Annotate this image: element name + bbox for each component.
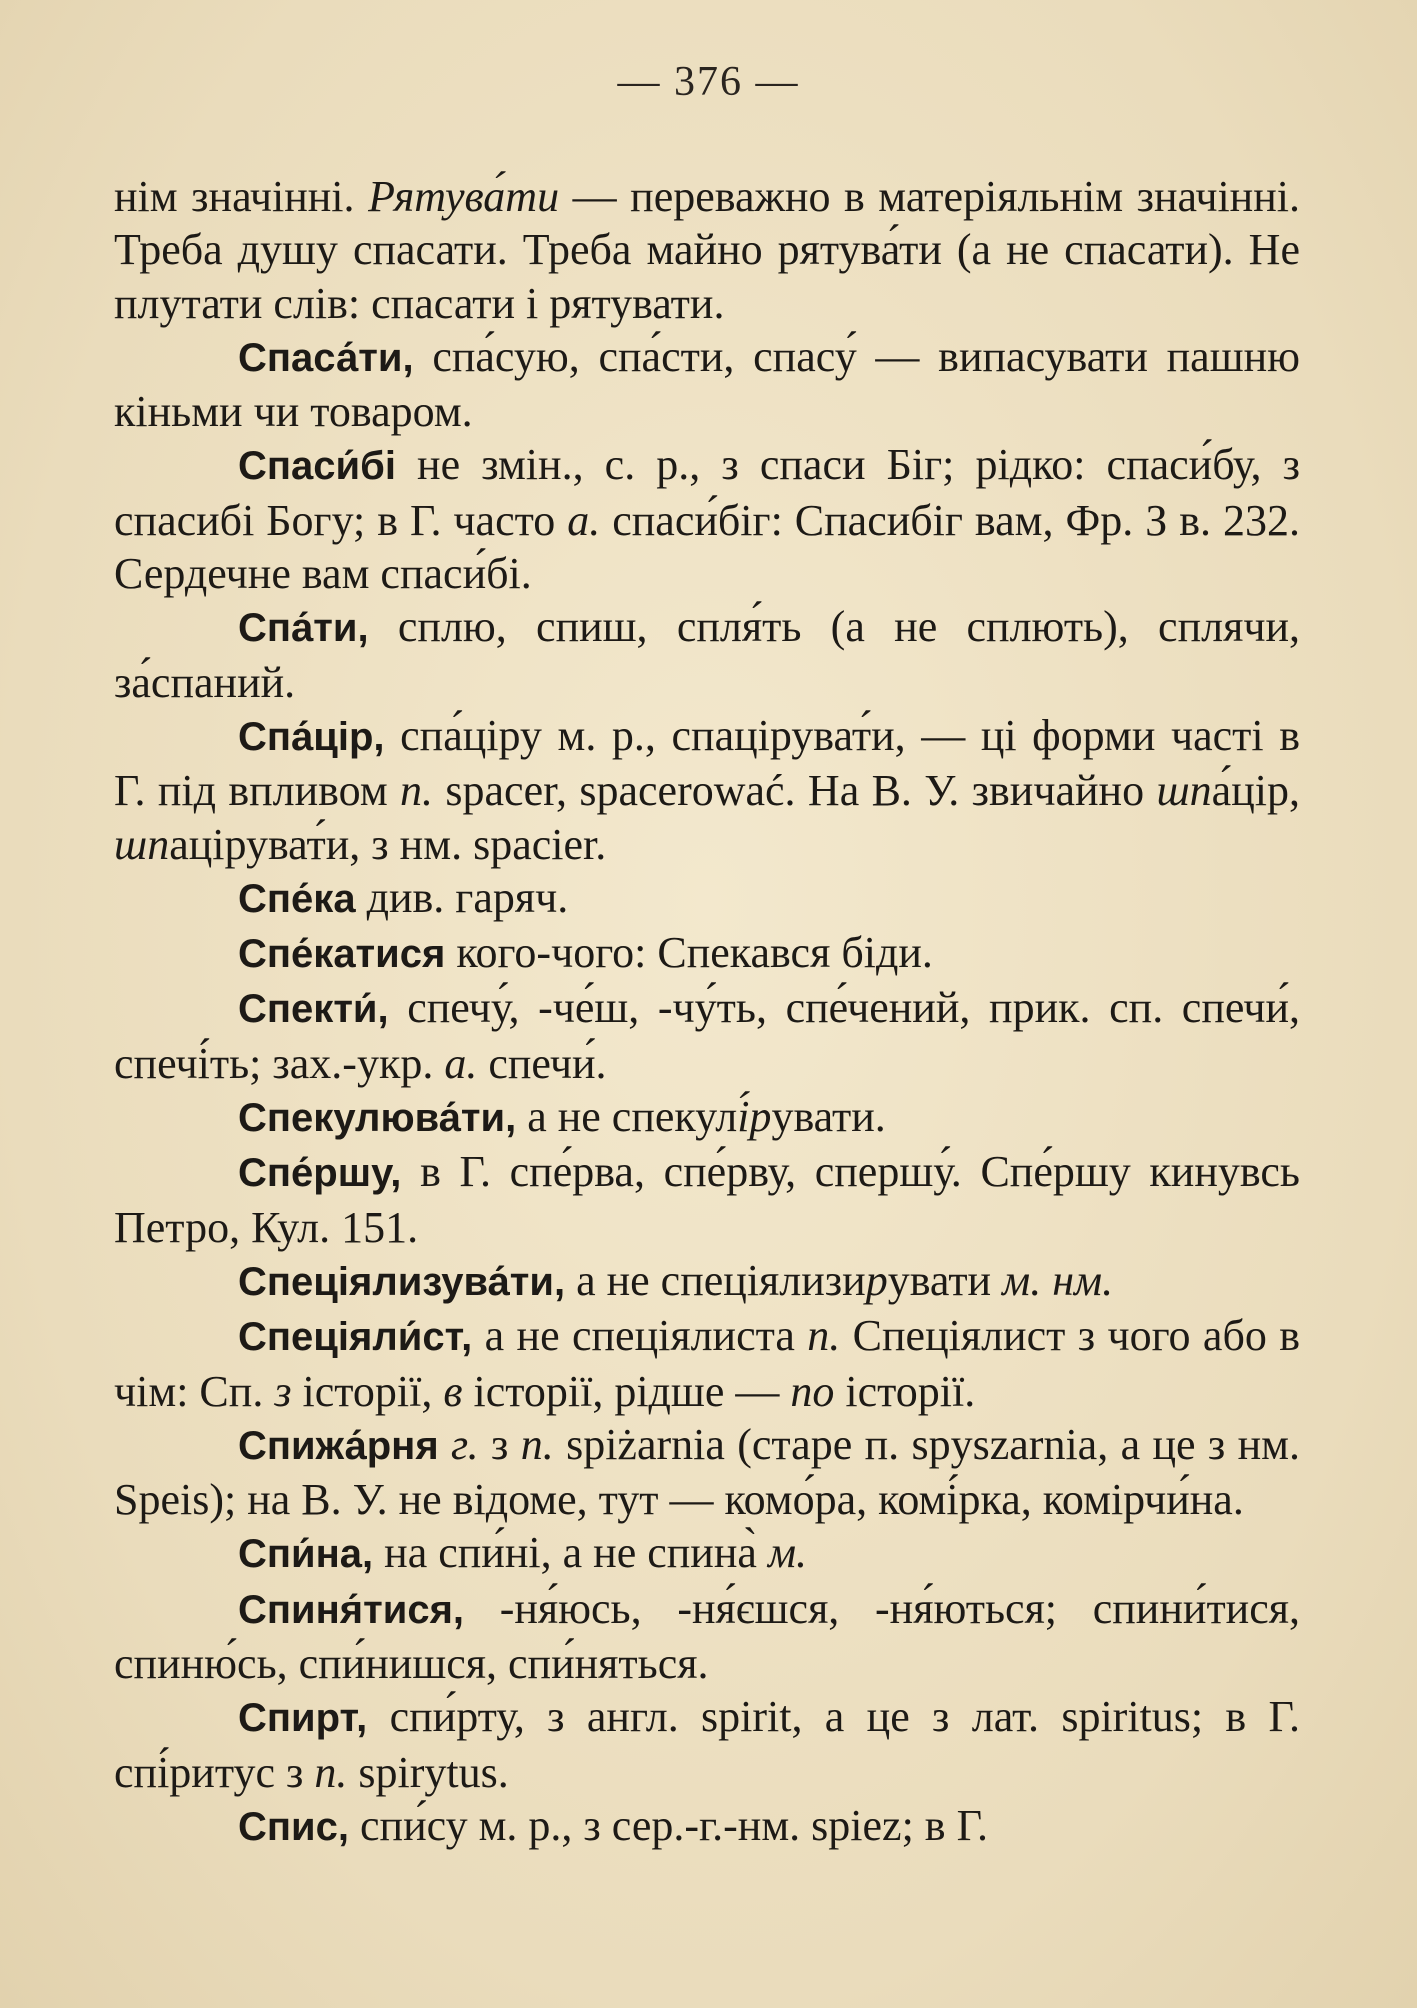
dictionary-text (114, 170, 1300, 1854)
dictionary-entry (114, 438, 1300, 600)
entry-text (439, 1420, 451, 1469)
dictionary-entry (114, 1690, 1300, 1799)
entry-text: Спеціялист з чого або в чім: Сп. (114, 1311, 1300, 1416)
entry-text: в Г. спе́рва, спе́рву, спершу́. Спе́ршу кинувсь Петро, Кул. 151. (114, 1147, 1300, 1252)
headword: Спиня́тися, (238, 1587, 465, 1632)
headword: Спе́ка (238, 876, 356, 921)
italic-text: і́р (737, 1092, 772, 1142)
italic-text: з (274, 1366, 292, 1416)
dictionary-entry (114, 871, 1300, 926)
entry-text: увати (887, 1255, 1003, 1305)
headword: Спижа́рня (238, 1423, 439, 1468)
headword: Спа́цір, (238, 714, 385, 759)
dictionary-entry (114, 1418, 1300, 1527)
entry-text: -ня́юсь, -ня́єшся, -ня́ються; спини́тися, спиню́сь, спи́нишся, спи́няться. (114, 1583, 1300, 1689)
dictionary-entry (114, 600, 1300, 709)
entry-text: spacer, spacerować. На В. У. звичайно (433, 766, 1157, 816)
italic-text: п. (400, 766, 434, 816)
entry-text: аціруват́и, з нм. spacier. (169, 819, 607, 869)
headword: Спекулюва́ти, (238, 1096, 517, 1141)
dictionary-entry (114, 1090, 1300, 1145)
continuation-paragraph (114, 170, 1300, 330)
entry-text: кого-чого: Спекався біди. (445, 928, 933, 978)
headword: Спирт, (238, 1696, 368, 1741)
entry-text: спа́сую, спа́сти, спасу́ — випасувати пашню кіньми чи товаром. (114, 331, 1300, 437)
italic-text: г. (451, 1419, 479, 1469)
italic-text: п. (314, 1747, 348, 1797)
italic-text: а. (444, 1038, 478, 1088)
entry-text: спечи́. (477, 1038, 607, 1088)
dictionary-entry (114, 330, 1300, 439)
entry-text: з (478, 1419, 521, 1469)
dictionary-entry (114, 926, 1300, 981)
dictionary-entry (114, 1582, 1300, 1691)
italic-text: Рятува́ти (368, 172, 560, 221)
headword: Спекти́, (238, 987, 389, 1032)
italic-text: в (443, 1366, 463, 1416)
headword: Спаси́бі (238, 444, 396, 489)
italic-text: р (865, 1255, 888, 1305)
entry-text: — переважно в матеріяльнім значінні. Треба душу спасати. Треба майно рятува́ти (а не спасати). Не плутати слів: спасати і рятувати. (114, 172, 1300, 328)
headword: Спаса́ти, (238, 335, 414, 380)
entry-text: увати. (771, 1092, 886, 1142)
headword: Спе́ршу, (238, 1151, 402, 1196)
page-number: — 376 — (617, 59, 800, 105)
headword: Спис, (238, 1804, 349, 1849)
entry-text: історії. (834, 1366, 976, 1416)
entry-text: на спи́ні, а не спина̀ (373, 1528, 768, 1578)
italic-text: п. (807, 1311, 841, 1361)
dictionary-entry (114, 1526, 1300, 1581)
entry-text: сплю, спиш, спля́ть (а не сплють), сплячи, за́спаний. (114, 602, 1300, 707)
italic-text: а. (567, 495, 601, 545)
entry-text: не змін., с. р., з спаси Біг; рідко: спаси́бу, з спасибі Богу; в Г. часто (114, 440, 1300, 545)
entry-text: див. гаряч. (355, 872, 569, 922)
italic-text: п. (520, 1419, 554, 1469)
entry-text: spiżarnia (старе п. spyszarnia, а це з нм. Speis); на В. У. не відоме, тут — комо́ра, комі́рка, комірчи́на. (114, 1419, 1301, 1525)
italic-text: м. (767, 1528, 808, 1578)
italic-text: шп (114, 819, 170, 869)
headword: Спи́на, (238, 1532, 374, 1577)
entry-text: а не спекул (516, 1092, 738, 1142)
entry-text: спа́ціру м. р., спаціруват́и, — ці форми часті в Г. під впливом (114, 710, 1300, 816)
dictionary-entry (114, 1254, 1300, 1309)
headword: Спеціялизува́ти, (238, 1259, 566, 1304)
entry-text: а не спеціялиста (472, 1311, 808, 1361)
entry-text: нім значінні. (114, 172, 369, 221)
entry-text: спечу́, -че́ш, -чу́ть, спе́чений, прик. сп. спечи́, спечі́ть; зах.-укр. (114, 983, 1300, 1088)
entry-text: історії, рідше — (462, 1366, 791, 1416)
dictionary-entry (114, 1145, 1300, 1254)
entry-text: spirytus. (347, 1747, 509, 1797)
entry-text: а не спеціялизи (565, 1255, 866, 1305)
entry-text: спи́су м. р., з сер.-г.-нм. spiez; в Г. (349, 1800, 989, 1850)
dictionary-entry (114, 981, 1300, 1090)
headword: Спа́ти, (238, 606, 369, 651)
italic-text: м. нм. (1002, 1255, 1114, 1305)
entry-text: спаси́біг: Спасибіг вам, Фр. З в. 232. Сердечне вам спаси́бі. (114, 495, 1300, 599)
headword: Спеціяли́ст, (238, 1315, 473, 1360)
italic-text: по (790, 1366, 835, 1416)
entry-text: а́цір, (1211, 766, 1300, 816)
italic-text: шп (1156, 766, 1212, 816)
dictionary-entry (114, 709, 1300, 871)
dictionary-entry (114, 1799, 1300, 1854)
entry-text: історії, (291, 1366, 444, 1416)
dictionary-entry (114, 1309, 1300, 1418)
entry-text: спи́рту, з англ. spirit, а це з лат. spiritus; в Г. спі́ритус з (114, 1692, 1300, 1797)
headword: Спе́катися (238, 932, 446, 977)
